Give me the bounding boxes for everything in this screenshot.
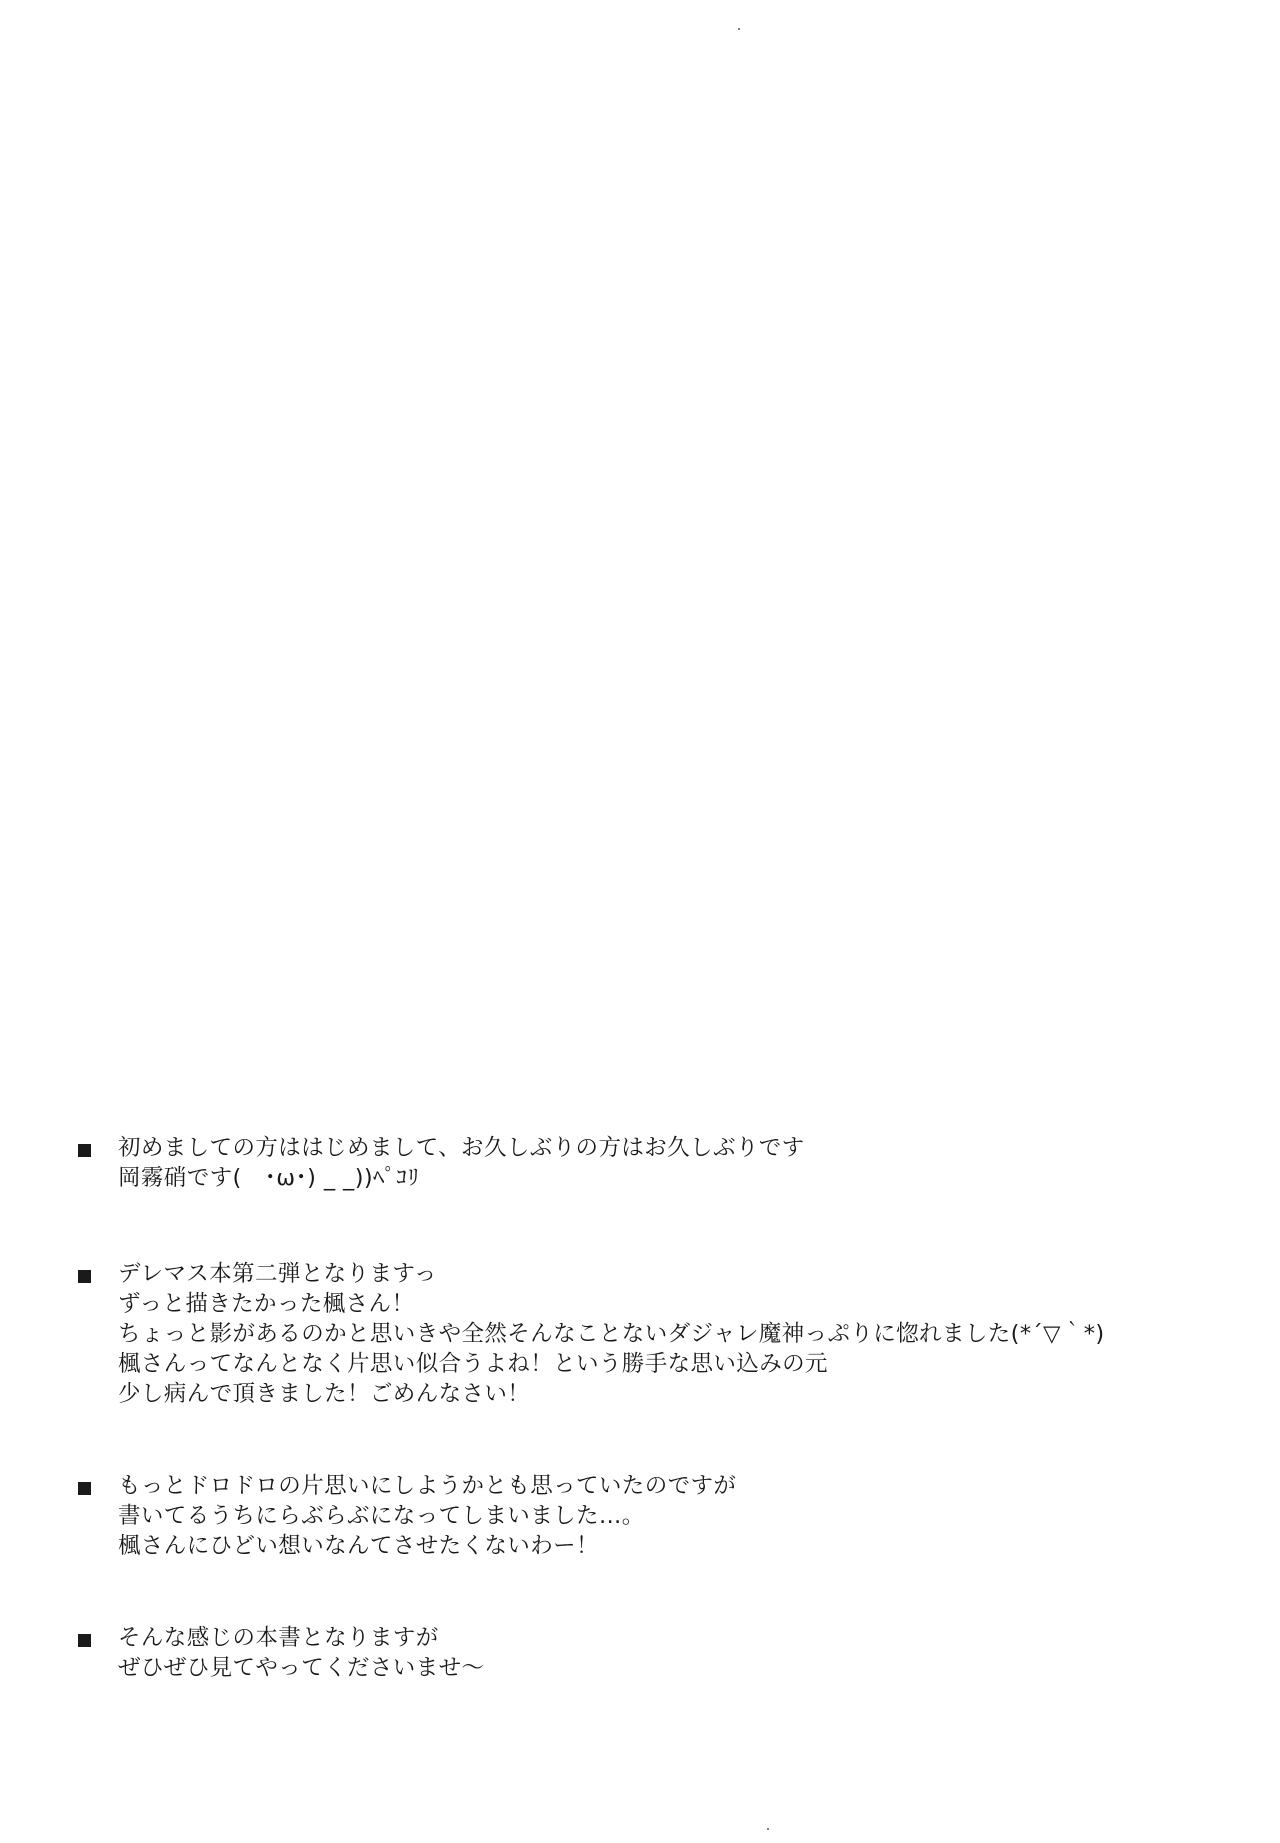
note-line: もっとドロドロの片思いにしようかとも思っていたのですが [118,1473,737,1499]
note-section [78,1259,1228,1409]
square-bullet-icon [78,1482,91,1495]
note-section [78,1471,1228,1561]
note-line: ずっと描きたかった楓さん！ [118,1291,415,1317]
square-bullet-icon [78,1144,91,1157]
note-line: ちょっと影があるのかと思いきや全然そんなことないダジャレ魔神っぷりに惚れました(*´▽｀*) [118,1321,1105,1347]
note-line: 初めましての方ははじめまして、お久しぶりの方はお久しぶりです [118,1135,805,1161]
note-section [78,1623,1228,1683]
note-line: 楓さんってなんとなく片思い似合うよね！という勝手な思い込みの元 [118,1351,828,1377]
note-line: 書いてるうちにらぶらぶになってしまいました…。 [118,1503,645,1529]
note-line: ぜひぜひ見てやってくださいませ～ [118,1655,485,1681]
note-section [78,1133,1228,1193]
note-line: 岡霧硝です( ･ω･) _ _))ﾍﾟｺﾘ [118,1165,420,1191]
note-line: 楓さんにひどい想いなんてさせたくないわー！ [118,1533,599,1559]
square-bullet-icon [78,1634,91,1647]
scan-speck [767,1828,769,1830]
scan-speck [738,28,740,30]
note-line: そんな感じの本書となりますが [118,1625,439,1651]
note-line: 少し病んで頂きました！ごめんなさい！ [118,1381,531,1407]
note-line: デレマス本第二弾となりますっ [118,1261,437,1287]
afterword-notes [78,1133,1228,1683]
square-bullet-icon [78,1270,91,1283]
